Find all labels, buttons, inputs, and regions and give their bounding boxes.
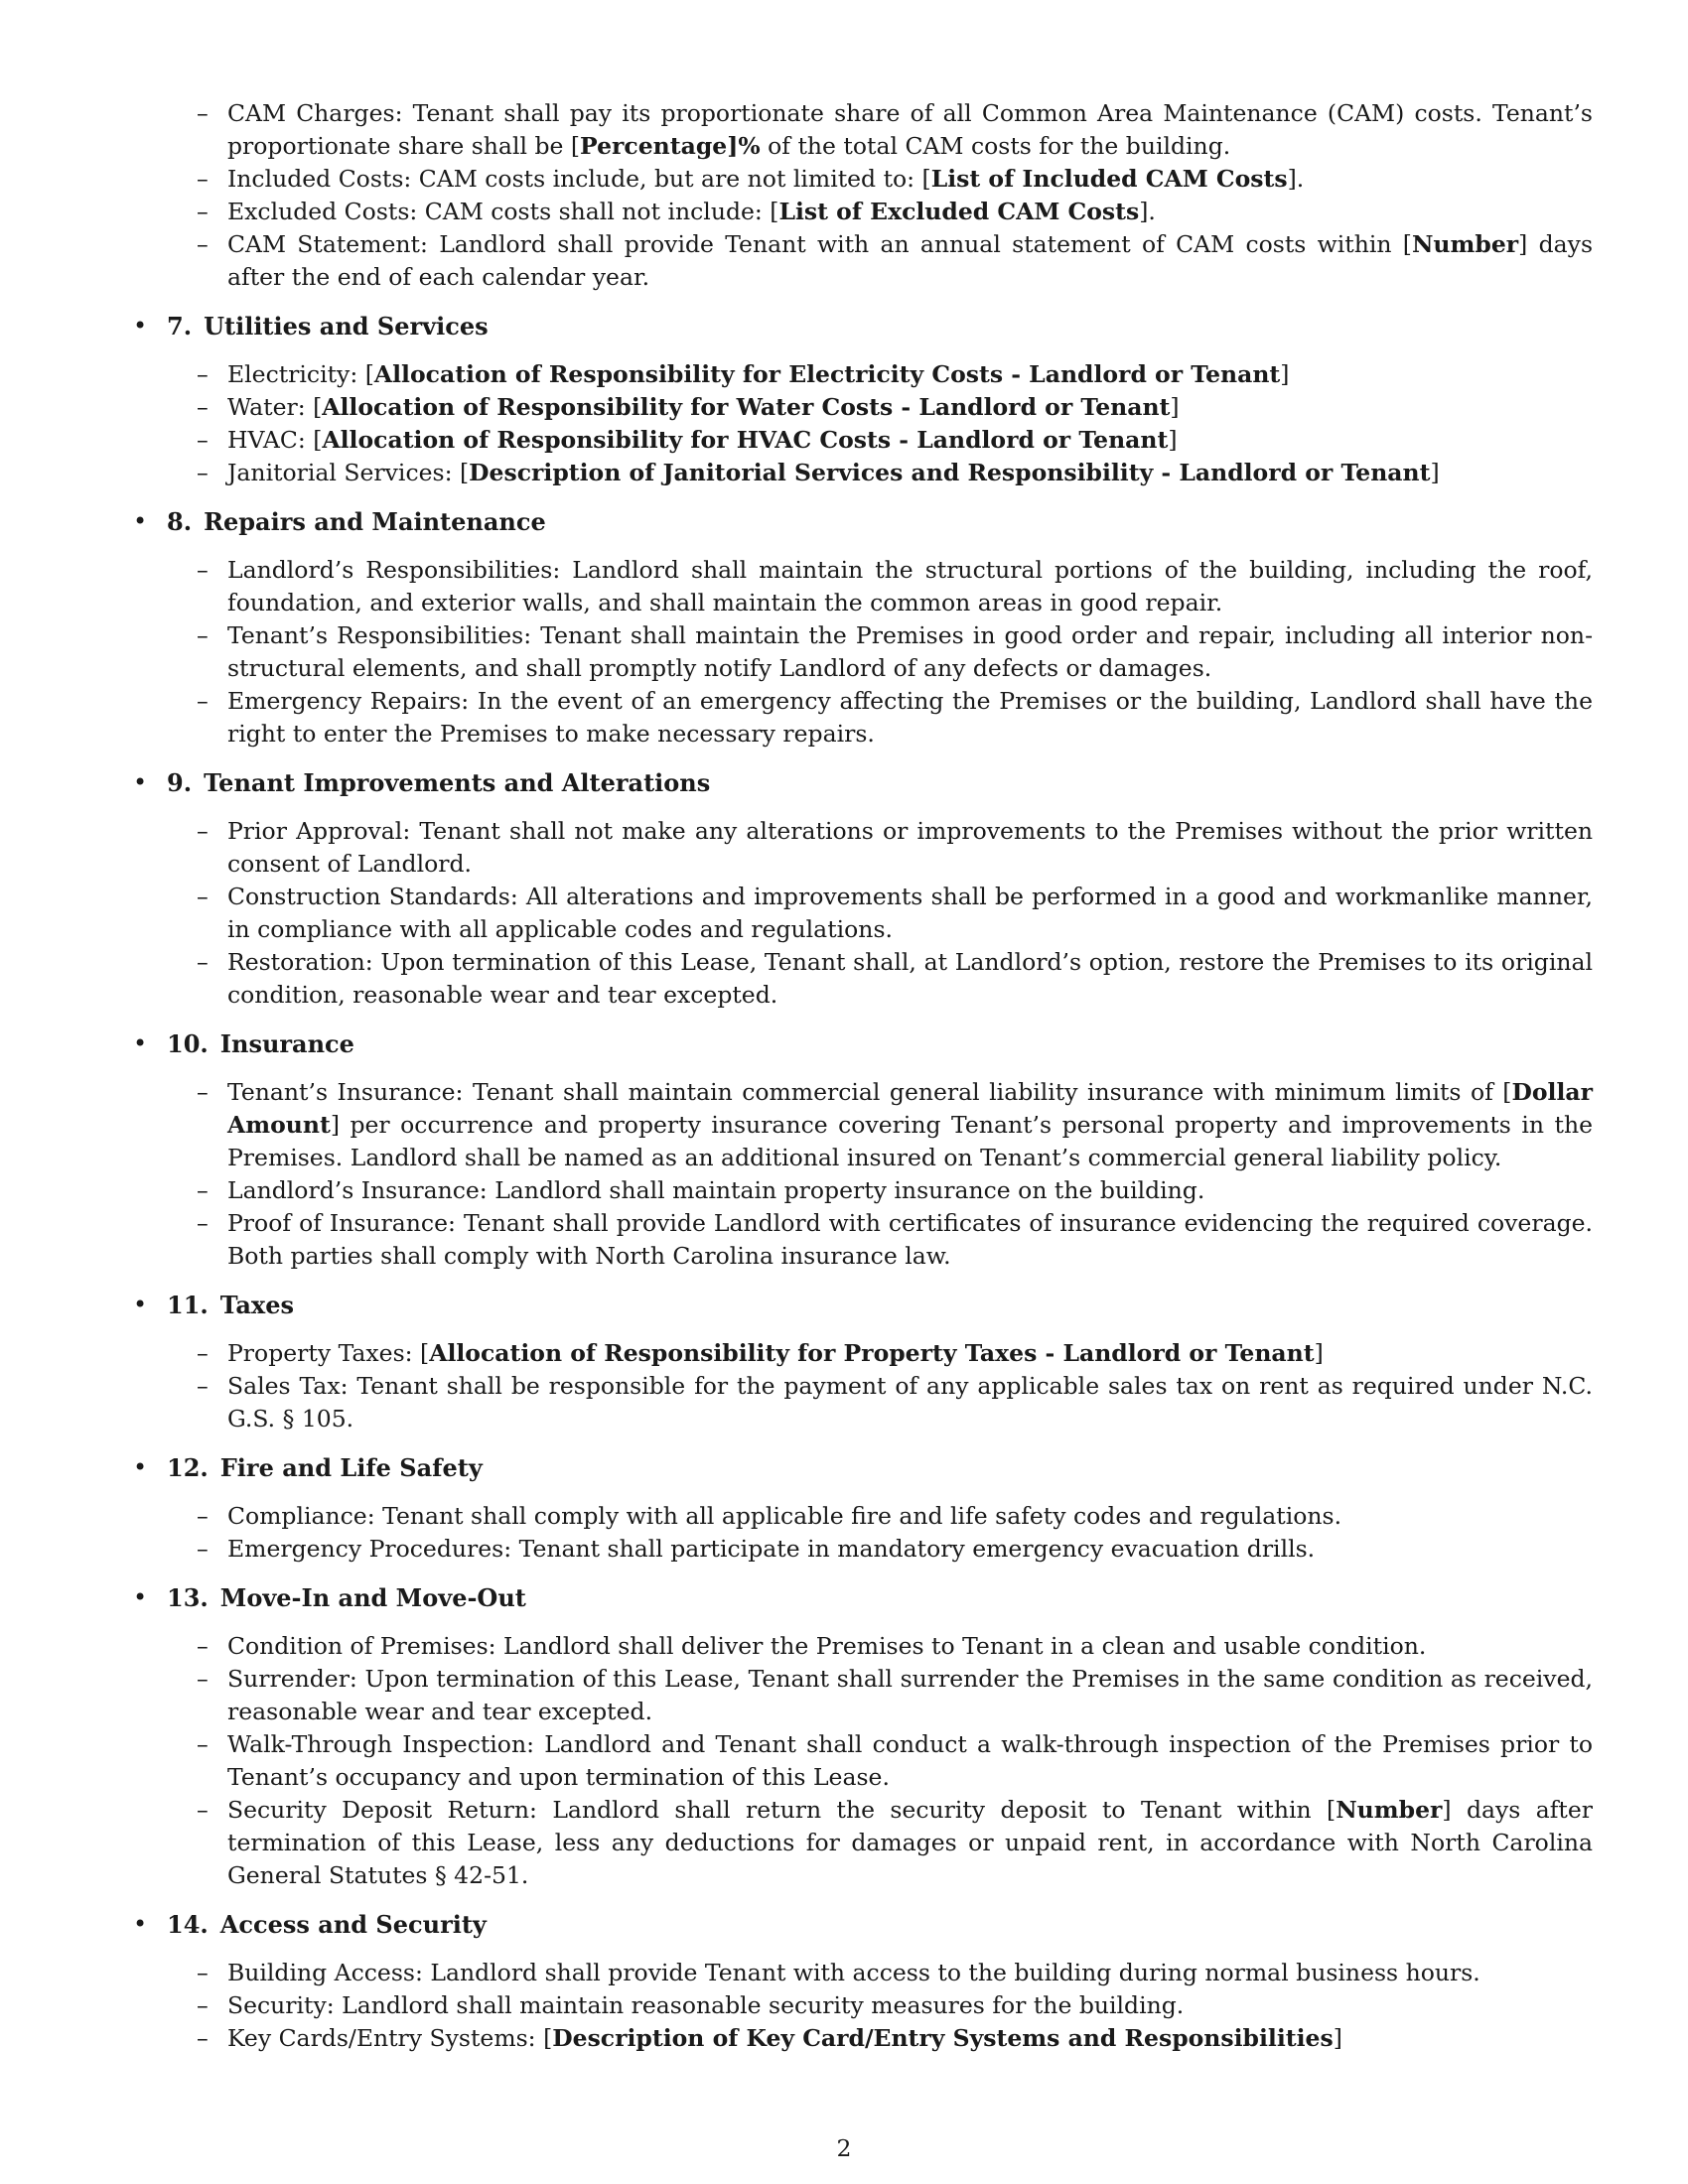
list-item <box>133 619 1593 685</box>
item-label: Security Deposit Return: <box>227 1796 537 1824</box>
item-label: Sales Tax: <box>227 1372 349 1400</box>
bullet-marker: • <box>133 1291 148 1318</box>
dash-marker: – <box>197 687 209 715</box>
item-text: Landlord and Tenant shall conduct a walk-through inspection of the Premises prior to Tenant’s occupancy and upon termination of this Lease. <box>227 1730 1593 1791</box>
placeholder-field: Allocation of Responsibility for Property Taxes - Landlord or Tenant <box>429 1339 1315 1367</box>
item-label: Proof of Insurance: <box>227 1209 456 1237</box>
section-heading <box>133 1908 1593 1941</box>
placeholder-field: Number <box>1336 1796 1443 1824</box>
section-heading <box>133 766 1593 799</box>
dash-marker: – <box>197 165 209 193</box>
item-label: Emergency Procedures: <box>227 1535 512 1563</box>
item-label: Building Access: <box>227 1959 423 1986</box>
section-title: Insurance <box>219 1029 354 1058</box>
dash-marker: – <box>197 1502 209 1530</box>
list-item <box>133 815 1593 881</box>
list-item <box>133 391 1593 424</box>
sections-container <box>133 310 1593 2055</box>
item-text: Tenant shall provide Landlord with certificates of insurance evidencing the required coverage. Both parties shall comply with North Carolina insurance law. <box>227 1209 1593 1270</box>
item-label: Construction Standards: <box>227 883 518 910</box>
dash-marker: – <box>197 621 209 649</box>
section-heading <box>133 1451 1593 1484</box>
item-label: Walk-Through Inspection: <box>227 1730 535 1758</box>
placeholder-field: List of Included CAM Costs <box>930 165 1288 193</box>
placeholder-field: Description of Janitorial Services and Responsibility - Landlord or Tenant <box>469 459 1431 486</box>
list-item <box>133 1794 1593 1892</box>
section-11 <box>133 1289 1593 1435</box>
list-item <box>133 1370 1593 1435</box>
list-item <box>133 881 1593 946</box>
item-text: Landlord shall provide Tenant with an annual statement of CAM costs within [ <box>427 230 1412 258</box>
item-text-end: ] per occurrence and property insurance covering Tenant’s personal property and improvements in the Premises. Landlord shall be named as an additional insured on Tenant’s commercial general liability policy. <box>227 1111 1593 1171</box>
section-items <box>133 1630 1593 1892</box>
list-item <box>133 1174 1593 1207</box>
item-text-end: ] days after the end of each calendar year. <box>227 230 1594 291</box>
dash-marker: – <box>197 230 209 258</box>
list-item <box>133 685 1593 751</box>
intro-subsection <box>133 97 1593 294</box>
placeholder-field: Allocation of Responsibility for HVAC Costs - Landlord or Tenant <box>322 426 1169 454</box>
list-item <box>133 228 1593 294</box>
section-items <box>133 815 1593 1012</box>
section-items <box>133 1076 1593 1273</box>
item-label: Emergency Repairs: <box>227 687 470 715</box>
bullet-marker: • <box>133 1453 148 1481</box>
item-text-end: of the total CAM costs for the building. <box>760 132 1231 160</box>
dash-marker: – <box>197 360 209 388</box>
item-label: Security: <box>227 1991 335 2019</box>
item-text: [ <box>305 393 323 421</box>
bullet-marker: • <box>133 1910 148 1938</box>
bullet-marker: • <box>133 1583 148 1611</box>
section-10 <box>133 1027 1593 1273</box>
list-item <box>133 1630 1593 1663</box>
dash-marker: – <box>197 1209 209 1237</box>
item-text-end: ]. <box>1287 165 1305 193</box>
dash-marker: – <box>197 1535 209 1563</box>
item-text-end: ] <box>1333 2024 1342 2052</box>
item-text: Landlord shall return the security deposit to Tenant within [ <box>536 1796 1336 1824</box>
list-item <box>133 946 1593 1012</box>
list-item <box>133 163 1593 196</box>
item-label: Key Cards/Entry Systems: <box>227 2024 536 2052</box>
dash-marker: – <box>197 198 209 225</box>
item-text: Landlord shall maintain property insurance on the building. <box>487 1176 1205 1204</box>
item-text: All alterations and improvements shall be performed in a good and workmanlike manner, in compliance with all applicable codes and regulations. <box>227 883 1593 943</box>
section-title: Repairs and Maintenance <box>204 507 546 536</box>
item-label: Restoration: <box>227 948 373 976</box>
item-label: CAM Statement: <box>227 230 428 258</box>
bullet-marker: • <box>133 768 148 796</box>
placeholder-field: Description of Key Card/Entry Systems and Responsibilities <box>552 2024 1334 2052</box>
item-label: Compliance: <box>227 1502 375 1530</box>
item-label: Landlord’s Insurance: <box>227 1176 488 1204</box>
dash-marker: – <box>197 1078 209 1106</box>
item-text-end: ] <box>1170 393 1180 421</box>
section-title: Tenant Improvements and Alterations <box>204 768 711 797</box>
item-text: [ <box>357 360 374 388</box>
item-text-end: ] days after termination of this Lease, less any deductions for damages or unpaid rent, in accordance with North Carolina General Statutes § 42-51. <box>227 1796 1593 1889</box>
section-items <box>133 1337 1593 1435</box>
list-item <box>133 1728 1593 1794</box>
dash-marker: – <box>197 1959 209 1986</box>
dash-marker: – <box>197 1991 209 2019</box>
dash-marker: – <box>197 817 209 845</box>
dash-marker: – <box>197 393 209 421</box>
list-item <box>133 1957 1593 1989</box>
page-number: 2 <box>836 2134 852 2162</box>
section-items <box>133 1957 1593 2055</box>
item-label: Janitorial Services: <box>227 459 453 486</box>
item-text: Upon termination of this Lease, Tenant shall, at Landlord’s option, restore the Premises to its original condition, reasonable wear and tear excepted. <box>227 948 1593 1009</box>
list-item <box>133 196 1593 228</box>
item-text: Tenant shall participate in mandatory emergency evacuation drills. <box>511 1535 1316 1563</box>
dash-marker: – <box>197 948 209 976</box>
item-text: Tenant shall not make any alterations or improvements to the Premises without the prior written consent of Landlord. <box>227 817 1593 878</box>
list-item <box>133 554 1593 619</box>
list-item <box>133 358 1593 391</box>
section-items <box>133 1500 1593 1566</box>
list-item <box>133 424 1593 457</box>
item-text: [ <box>412 1339 430 1367</box>
bullet-marker: • <box>133 507 148 535</box>
section-number: 9. <box>167 768 193 797</box>
item-text: Tenant shall maintain the Premises in good order and repair, including all interior non-structural elements, and shall promptly notify Landlord of any defects or damages. <box>227 621 1594 682</box>
item-text-end: ]. <box>1139 198 1156 225</box>
item-text: CAM costs include, but are not limited to: [ <box>411 165 931 193</box>
dash-marker: – <box>197 99 209 127</box>
section-9 <box>133 766 1593 1012</box>
section-title: Fire and Life Safety <box>219 1453 483 1482</box>
item-text-end: ] <box>1280 360 1290 388</box>
item-label: CAM Charges: <box>227 99 403 127</box>
section-title: Taxes <box>219 1291 294 1319</box>
item-label: Prior Approval: <box>227 817 411 845</box>
item-label: Water: <box>227 393 306 421</box>
item-label: Condition of Premises: <box>227 1632 496 1660</box>
section-heading <box>133 1581 1593 1614</box>
section-heading <box>133 310 1593 342</box>
dash-marker: – <box>197 1339 209 1367</box>
item-label: Surrender: <box>227 1665 357 1693</box>
dash-marker: – <box>197 1730 209 1758</box>
dash-marker: – <box>197 1796 209 1824</box>
section-7 <box>133 310 1593 489</box>
list-item <box>133 1076 1593 1174</box>
section-heading <box>133 1027 1593 1060</box>
item-text: Landlord shall provide Tenant with access to the building during normal business hours. <box>422 1959 1480 1986</box>
dash-marker: – <box>197 883 209 910</box>
dash-marker: – <box>197 426 209 454</box>
list-item <box>133 1207 1593 1273</box>
item-text: [ <box>305 426 323 454</box>
item-text: Upon termination of this Lease, Tenant shall surrender the Premises in the same condition as received, reasonable wear and tear excepted. <box>227 1665 1593 1725</box>
item-text: Landlord shall maintain the structural portions of the building, including the roof, foundation, and exterior walls, and shall maintain the common areas in good repair. <box>227 556 1593 616</box>
item-label: Excluded Costs: <box>227 198 418 225</box>
section-title: Utilities and Services <box>204 312 489 341</box>
list-item <box>133 1337 1593 1370</box>
placeholder-field: Percentage]% <box>580 132 761 160</box>
dash-marker: – <box>197 2024 209 2052</box>
section-number: 7. <box>167 312 193 341</box>
item-text: Landlord shall maintain reasonable security measures for the building. <box>334 1991 1185 2019</box>
placeholder-field: Dollar Amount <box>227 1078 1593 1139</box>
item-label: Included Costs: <box>227 165 412 193</box>
placeholder-field: List of Excluded CAM Costs <box>778 198 1140 225</box>
placeholder-field: Allocation of Responsibility for Water Costs - Landlord or Tenant <box>322 393 1171 421</box>
section-items <box>133 554 1593 751</box>
dash-marker: – <box>197 556 209 584</box>
item-label: Landlord’s Responsibilities: <box>227 556 561 584</box>
list-item <box>133 457 1593 489</box>
section-title: Access and Security <box>219 1910 487 1939</box>
item-label: Electricity: <box>227 360 358 388</box>
item-label: Tenant’s Insurance: <box>227 1078 464 1106</box>
list-item <box>133 1533 1593 1566</box>
item-text: CAM costs shall not include: [ <box>417 198 779 225</box>
section-heading <box>133 505 1593 538</box>
section-12 <box>133 1451 1593 1566</box>
section-title: Move-In and Move-Out <box>219 1583 526 1612</box>
section-13 <box>133 1581 1593 1892</box>
item-label: Property Taxes: <box>227 1339 413 1367</box>
item-text: In the event of an emergency affecting the Premises or the building, Landlord shall have the right to enter the Premises to make necessary repairs. <box>227 687 1593 748</box>
intro-list <box>133 97 1593 294</box>
list-item <box>133 2022 1593 2055</box>
item-text-end: ] <box>1430 459 1440 486</box>
item-text: Tenant shall be responsible for the payment of any applicable sales tax on rent as required under N.C. G.S. § 105. <box>227 1372 1593 1433</box>
section-items <box>133 358 1593 489</box>
list-item <box>133 1989 1593 2022</box>
list-item <box>133 97 1593 163</box>
placeholder-field: Allocation of Responsibility for Electricity Costs - Landlord or Tenant <box>373 360 1281 388</box>
item-text: [ <box>452 459 470 486</box>
item-text: Landlord shall deliver the Premises to Tenant in a clean and usable condition. <box>495 1632 1427 1660</box>
list-item <box>133 1663 1593 1728</box>
dash-marker: – <box>197 1632 209 1660</box>
dash-marker: – <box>197 1176 209 1204</box>
bullet-marker: • <box>133 1029 148 1057</box>
section-number: 12. <box>167 1453 209 1482</box>
section-number: 13. <box>167 1583 209 1612</box>
placeholder-field: Number <box>1411 230 1519 258</box>
list-item <box>133 1500 1593 1533</box>
item-text: Tenant shall comply with all applicable fire and life safety codes and regulations. <box>374 1502 1342 1530</box>
document-body <box>133 97 1593 2071</box>
item-text-end: ] <box>1314 1339 1324 1367</box>
item-label: HVAC: <box>227 426 306 454</box>
section-number: 11. <box>167 1291 209 1319</box>
section-number: 8. <box>167 507 193 536</box>
item-text-end: ] <box>1168 426 1178 454</box>
item-text: [ <box>535 2024 553 2052</box>
section-14 <box>133 1908 1593 2055</box>
dash-marker: – <box>197 1665 209 1693</box>
section-heading <box>133 1289 1593 1321</box>
item-label: Tenant’s Responsibilities: <box>227 621 532 649</box>
section-8 <box>133 505 1593 751</box>
item-text: Tenant shall maintain commercial general liability insurance with minimum limits of [ <box>463 1078 1512 1106</box>
bullet-marker: • <box>133 312 148 340</box>
item-text: Tenant shall pay its proportionate share of all Common Area Maintenance (CAM) costs. Tenant’s proportionate share shall be [ <box>227 99 1593 160</box>
dash-marker: – <box>197 1372 209 1400</box>
dash-marker: – <box>197 459 209 486</box>
section-number: 14. <box>167 1910 209 1939</box>
section-number: 10. <box>167 1029 209 1058</box>
